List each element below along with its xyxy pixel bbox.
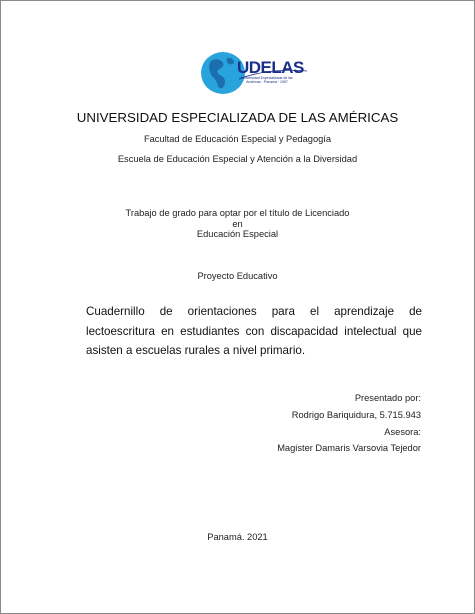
degree-statement — [1, 208, 474, 240]
presented-by-label: Presentado por: — [354, 393, 421, 403]
degree-line-2: en — [232, 218, 243, 229]
place-and-date: Panamá. 2021 — [207, 532, 268, 542]
faculty-name: Facultad de Educación Especial y Pedagogía — [143, 134, 332, 144]
logo-wordmark: UDELAS — [237, 58, 304, 77]
author-name: Rodrigo Bariquidura, 5.715.943 — [291, 410, 421, 420]
thesis-title: Cuadernillo de orientaciones para el aprendizaje de lectoescritura en estudiantes con discapacidad intelectual que asisten a escuelas rurales a nivel primario. — [86, 305, 422, 357]
university-name: UNIVERSIDAD ESPECIALIZADA DE LAS AMÉRICAS — [76, 110, 399, 125]
project-type: Proyecto Educativo — [197, 271, 278, 281]
degree-line-1: Trabajo de grado para optar por el título de Licenciado — [125, 208, 350, 218]
degree-line-3: Educación Especial — [196, 229, 279, 239]
school-name: Escuela de Educación Especial y Atención a la Diversidad — [117, 154, 358, 164]
logo-tagline: Universidad Especializada de las Américas · Panamá · 1997 — [241, 76, 293, 84]
advisor-label: Asesora: — [384, 427, 421, 437]
advisor-name: Magister Damaris Varsovia Tejedor — [277, 443, 421, 453]
